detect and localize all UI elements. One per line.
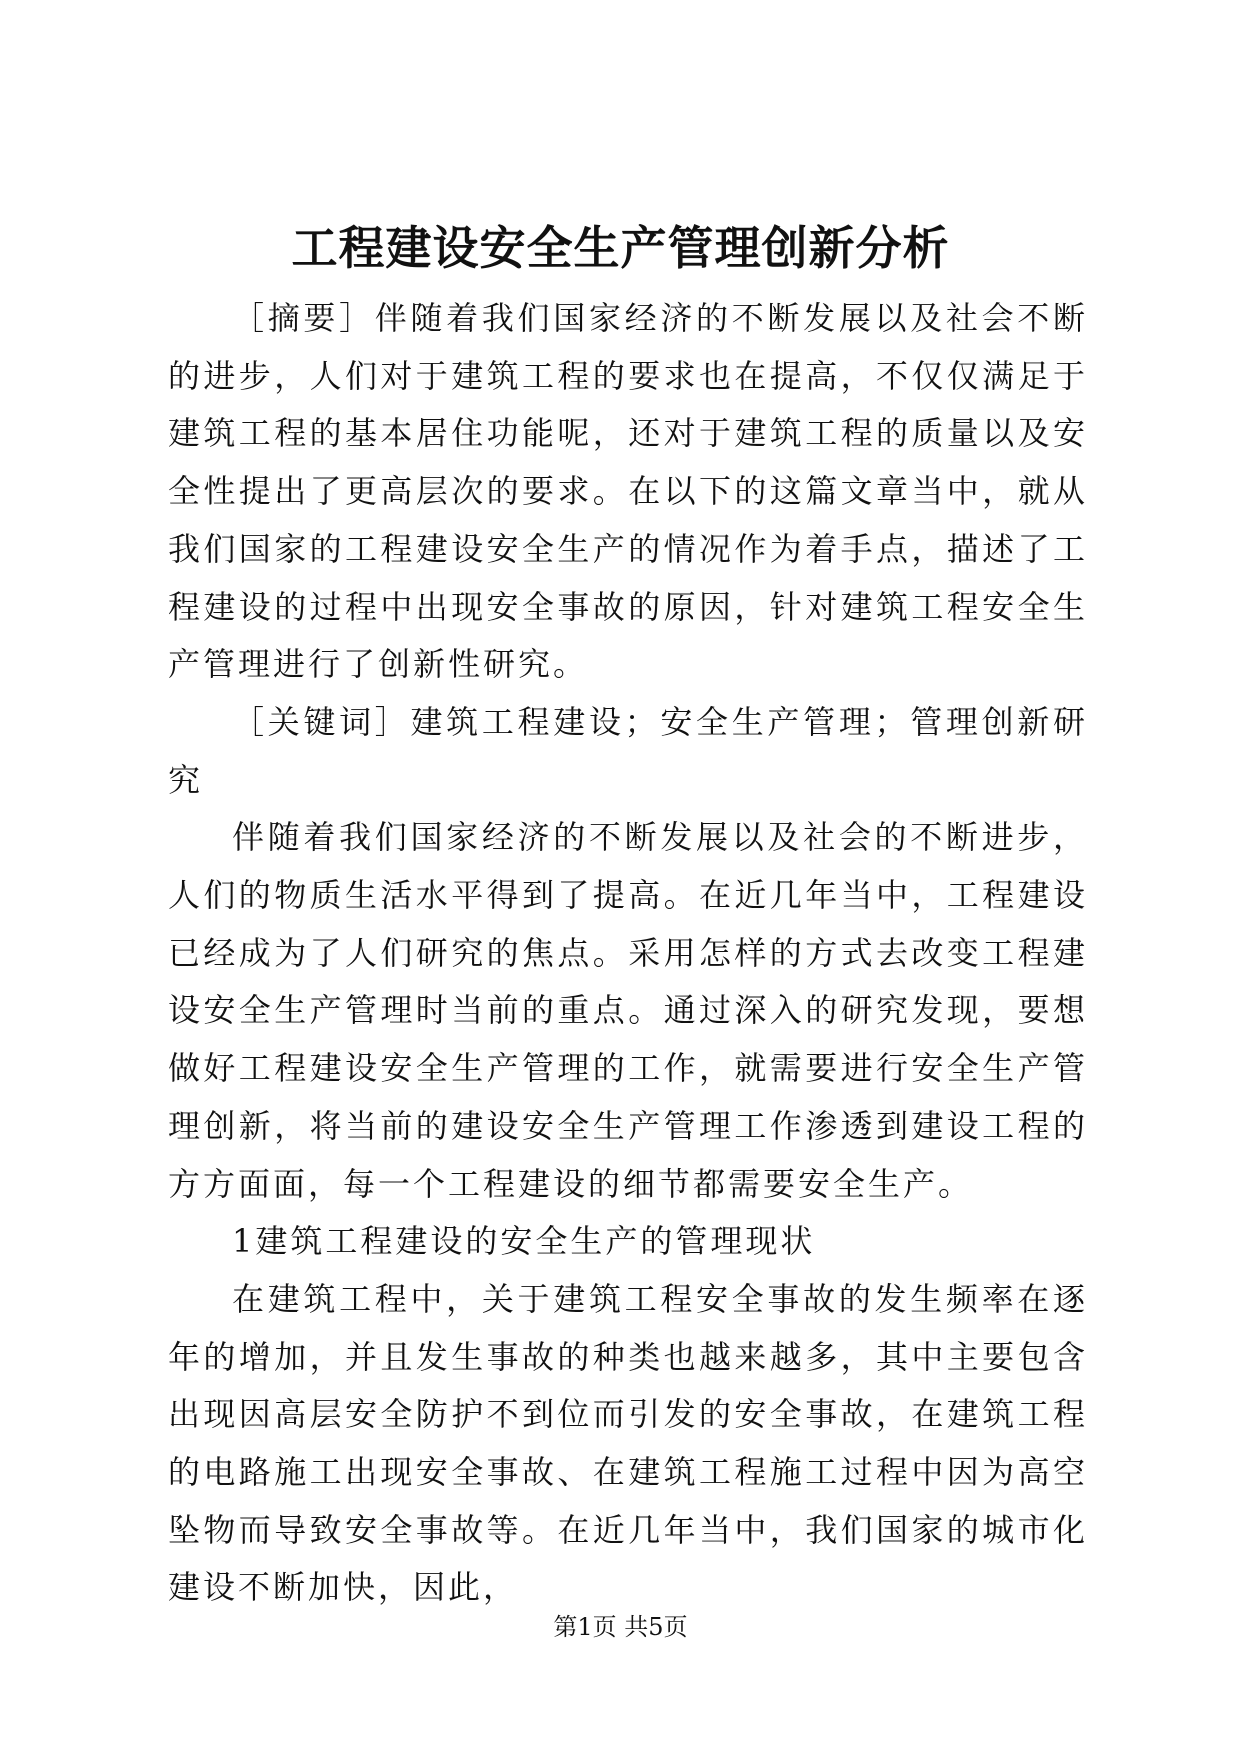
page-footer: 第1页 共5页: [553, 1613, 688, 1641]
document-body: [168, 290, 1088, 1617]
document-title: 工程建设安全生产管理创新分析: [291, 221, 950, 275]
section-heading: 1建筑工程建设的安全生产的管理现状: [232, 1222, 816, 1261]
keywords-paragraph: ［关键词］建筑工程建设；安全生产管理；管理创新研究: [168, 702, 1088, 799]
intro-paragraph: 伴随着我们国家经济的不断发展以及社会的不断进步，人们的物质生活水平得到了提高。在近几年当中，工程建设已经成为了人们研究的焦点。采用怎样的方式去改变工程建设安全生产管理时当前的重点。通过深入的研究发现，要想做好工程建设安全生产管理的工作，就需要进行安全生产管理创新，将当前的建设安全生产管理工作渗透到建设工程的方方面面，每一个工程建设的细节都需要安全生产。: [168, 818, 1088, 1203]
abstract-paragraph: ［摘要］伴随着我们国家经济的不断发展以及社会不断的进步，人们对于建筑工程的要求也在提高，不仅仅满足于建筑工程的基本居住功能呢，还对于建筑工程的质量以及安全性提出了更高层次的要求。在以下的这篇文章当中，就从我们国家的工程建设安全生产的情况作为着手点，描述了工程建设的过程中出现安全事故的原因，针对建筑工程安全生产管理进行了创新性研究。: [168, 299, 1088, 684]
section-paragraph: 在建筑工程中，关于建筑工程安全事故的发生频率在逐年的增加，并且发生事故的种类也越来越多，其中主要包含出现因高层安全防护不到位而引发的安全事故，在建筑工程的电路施工出现安全事故、在建筑工程施工过程中因为高空坠物而导致安全事故等。在近几年当中，我们国家的城市化建设不断加快，因此，: [168, 1279, 1088, 1607]
